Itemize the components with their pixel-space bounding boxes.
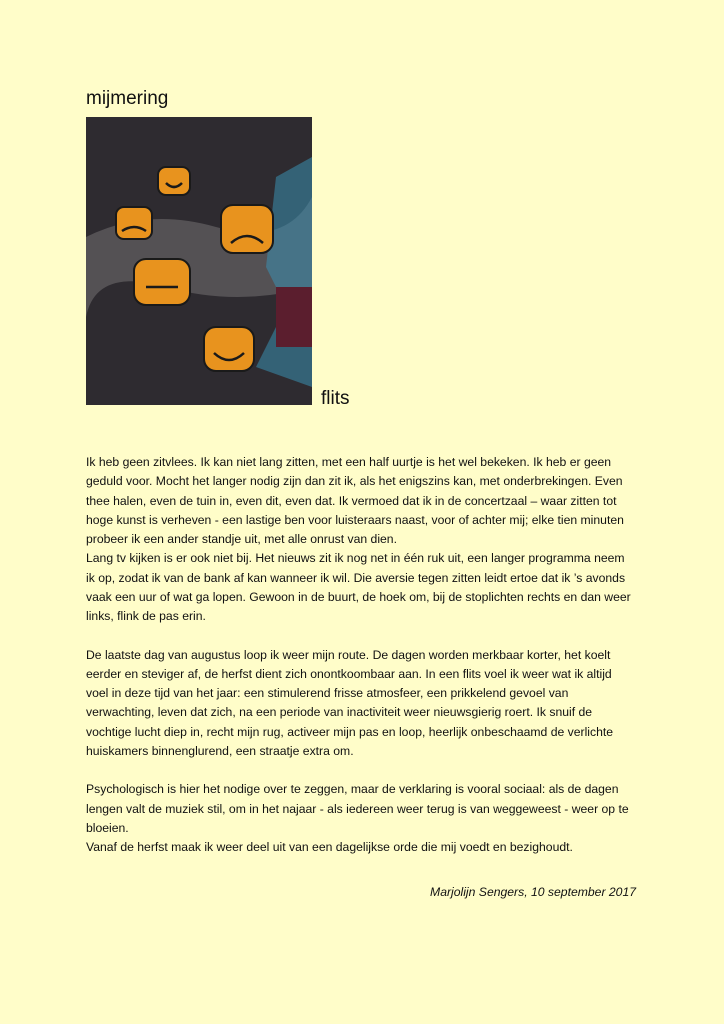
artwork-image: [86, 117, 312, 405]
text-line: Psychologisch is hier het nodige over te zeggen, maar de verklaring is vooral sociaal: als de dagen: [86, 782, 619, 797]
text-line: probeer ik een ander standje uit, met alle onrust van dien.: [86, 532, 397, 546]
text-line: vochtige lucht diep in, recht mijn rug, activeer mijn pas en loop, heerlijk onbeschaamd de verlichte: [86, 724, 614, 739]
text-line: bloeien.: [86, 820, 129, 835]
text-line: lengen valt de muziek stil, om in het najaar - als iedereen weer terug is van weggeweest - weer op te: [86, 801, 629, 816]
signature: Marjolijn Sengers, 10 september 2017: [430, 885, 636, 899]
text-line: Vanaf de herfst maak ik weer deel uit van een dagelijkse orde die mij voedt en bezighoudt.: [86, 840, 573, 854]
text-line: geduld voor. Mocht het langer nodig zijn dan zit ik, als het enigszins kan, met onderbrekingen. Even: [86, 474, 623, 489]
text-line: thee halen, even de tuin in, even dit, even dat. Ik vermoed dat ik in de concertzaal – waar zitten tot: [86, 493, 617, 508]
text-line: eerder en steviger af, de herfst dient zich onontkoombaar aan. In een flits voel ik weer wat ik altijd: [86, 666, 612, 681]
article-body: [86, 453, 656, 857]
text-line: ik op, zodat ik van de bank af kan wanneer ik wil. Die aversie tegen zitten leidt ertoe dat ik ’s avonds: [86, 570, 626, 585]
text-line: links, flink de pas erin.: [86, 609, 206, 623]
text-line: verwachting, leven dat zich, na een periode van inactiviteit weer nieuwsgierig roert. Ik snuif de: [86, 705, 593, 720]
text-line: Lang tv kijken is er ook niet bij. Het nieuws zit ik nog net in één ruk uit, een langer programma neem: [86, 551, 625, 566]
text-line: huiskamers binnenglurend, een straatje extra om.: [86, 743, 354, 758]
text-line: De laatste dag van augustus loop ik weer mijn route. De dagen worden merkbaar korter, het koelt: [86, 647, 611, 662]
paragraph-gap: [86, 761, 656, 780]
page-title: mijmering: [86, 88, 169, 109]
text-line: Ik heb geen zitvlees. Ik kan niet lang zitten, met een half uurtje is het wel bekeken. Ik heb er geen: [86, 455, 612, 469]
text-line: voel in deze tijd van het jaar: een stimulerend frisse atmosfeer, een prikkelend gevoel van: [86, 686, 569, 700]
paragraph: [86, 646, 656, 762]
text-line: vaak een uur of wat ga lopen. Gewoon in de buurt, de hoek om, bij de stoplichten rechts en dan weer: [86, 589, 631, 604]
paragraph: [86, 780, 656, 857]
paragraph: [86, 453, 656, 626]
text-line: hoge kunst is verheven - een lastige ben voor luisteraars naast, voor of achter mij; elke tien minuten: [86, 512, 624, 527]
subtitle: flits: [321, 388, 350, 409]
paragraph-gap: [86, 626, 656, 645]
